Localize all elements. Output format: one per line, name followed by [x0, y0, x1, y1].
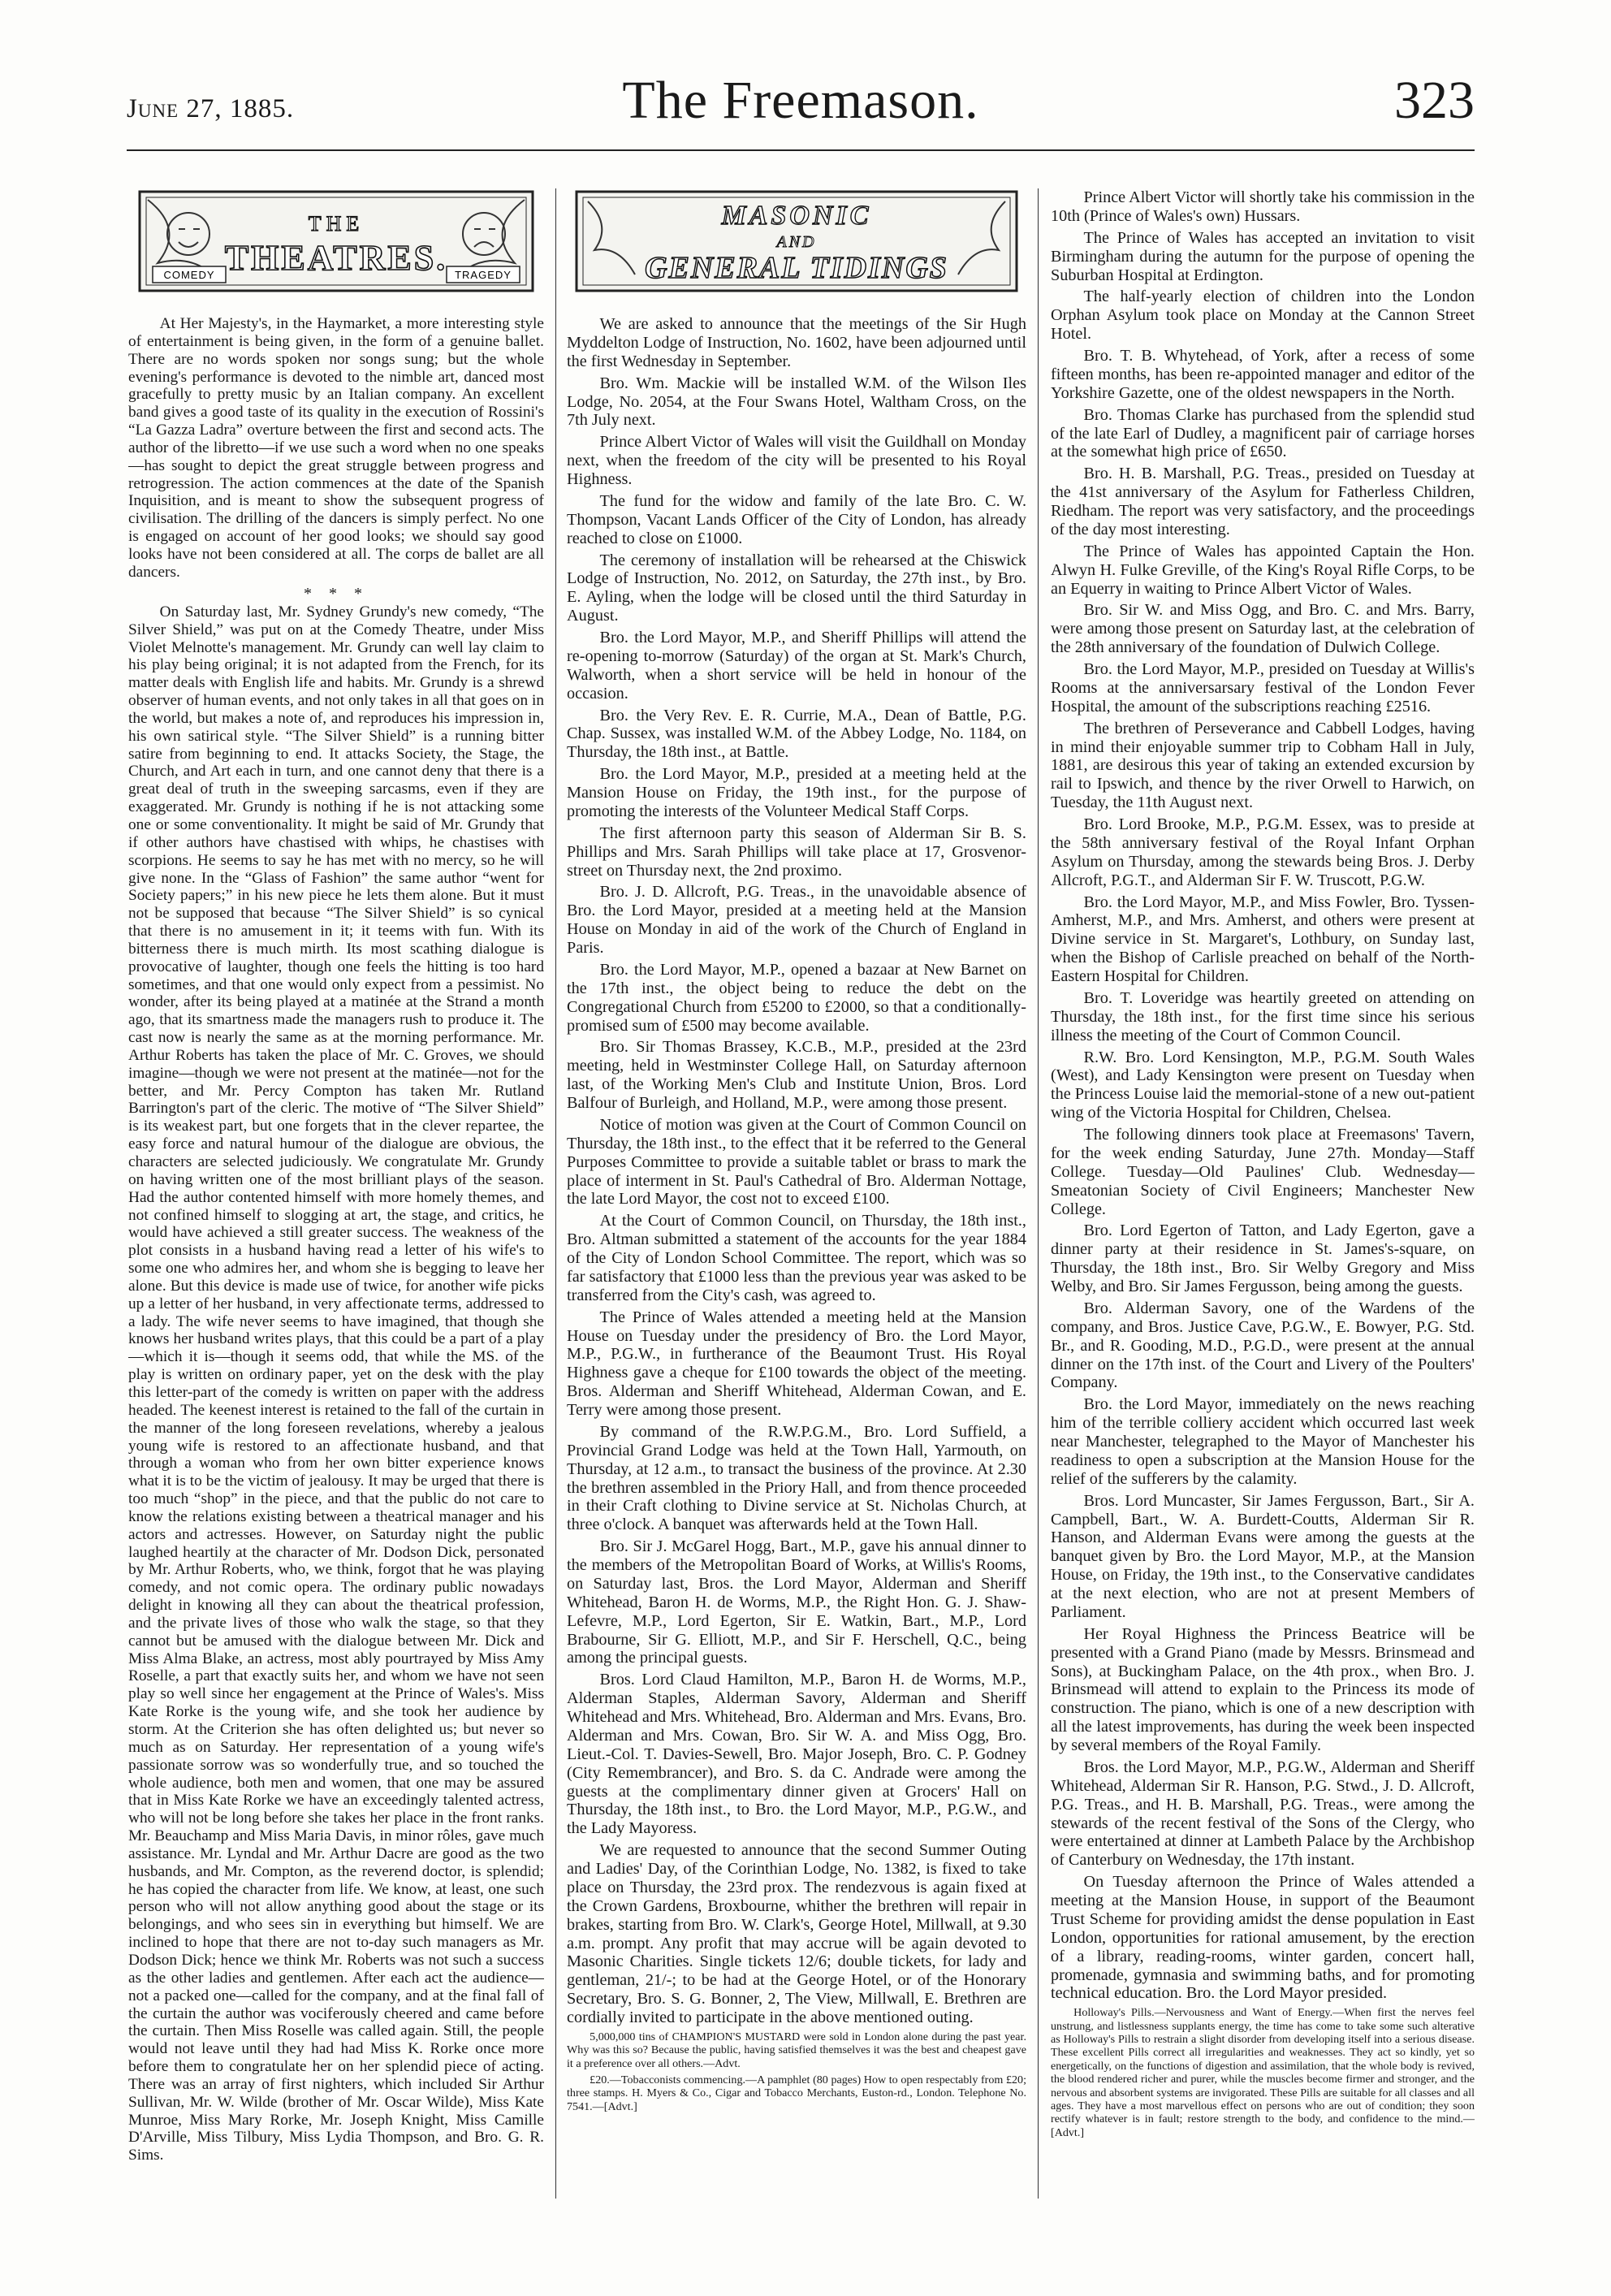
news-paragraph: 5,000,000 tins of CHAMPION'S MUSTARD were sold in London alone during the past year. Why was this so? Because the public, having satisfied themselves it was the best and cheapest gave it a preference over all others.—Advt.: [567, 2030, 1026, 2070]
masthead: [127, 65, 1475, 138]
news-paragraph: Bro. T. Loveridge was heartily greeted on attending on Thursday, the 18th inst., for the first time since his serious illness the meeting of the Court of Common Council.: [1051, 988, 1475, 1044]
news-paragraph: Bro. the Lord Mayor, M.P., presided on Tuesday at Willis's Rooms at the anniversarsary festival of the London Fever Hospital, the amount of the subscriptions reaching £2516.: [1051, 660, 1475, 716]
tidings-banner: [567, 188, 1026, 294]
banner-the: THE: [308, 212, 365, 236]
news-paragraph: By command of the R.W.P.G.M., Bro. Lord Suffield, a Provincial Grand Lodge was held at the Town Hall, Yarmouth, on Thursday, at 12 a.m., to transact the business of the province. At 2.30 the brethren assembled in the Priory Hall, and from thence proceeded in their Craft clothing to Divine service at St. Nicholas Church, at three o'clock. A banquet was afterwards held at the Town Hall.: [567, 1422, 1026, 1534]
banner-theatres: THEATRES.: [224, 238, 448, 278]
banner-and: AND: [776, 233, 817, 251]
news-paragraph: Bro. Lord Brooke, M.P., P.G.M. Essex, was to preside at the 58th anniversary festival of the Royal Infant Orphan Asylum on Thursday, among the stewards being Bros. J. Derby Allcroft, P.G.T., and Alderman Sir F. W. Truscott, P.G.W.: [1051, 815, 1475, 889]
news-paragraph: On Tuesday afternoon the Prince of Wales attended a meeting at the Mansion House, in support of the Beaumont Trust Scheme for providing amidst the dense population in East London, opportunities for rational amusement, by the erection of a library, reading-rooms, winter garden, concert hall, promenade, gymnasia and swimming baths, and for promoting technical education. Bro. the Lord Mayor presided.: [1051, 1873, 1475, 2003]
column-news: [1051, 188, 1475, 2199]
news-paragraph: Bro. Lord Egerton of Tatton, and Lady Egerton, gave a dinner party at their residence in St. James's-square, on Thursday, the 18th inst., Bro. Sir Welby Gregory and Miss Welby, and Bro. Sir James Fergusson, being among the guests.: [1051, 1222, 1475, 1295]
news-paragraph: Bro. Thomas Clarke has purchased from the splendid stud of the late Earl of Dudley, a magnificent pair of carriage horses at the somewhat high price of £650.: [1051, 405, 1475, 461]
news-paragraph: Bro. the Very Rev. E. R. Currie, M.A., Dean of Battle, P.G. Chap. Sussex, was installed W.M. of the Abbey Lodge, No. 1184, on Thursday, the 18th inst., at Battle.: [567, 706, 1026, 762]
article-paragraph: At Her Majesty's, in the Haymarket, a more interesting style of entertainment is being given, in the form of a genuine ballet. There are no words spoken nor songs sung; but the whole evening's performance is devoted to the nimble art, danced most gracefully to pretty music by an Italian company. An excellent band gives a good taste of its quality in the execution of Rossini's “La Gazza Ladra” overture between the first and second acts. The author of the libretto—if we use such a word when no one speaks—has sought to depict the great struggle between progress and retrogression. The action commences at the date of the Spanish Inquisition, and is meant to show the subsequent progress of civilisation. The drilling of the dancers is simply perfect. No one is engaged on account of her good looks; we should say good looks have not been considered at all. The corps de ballet are all dancers.: [128, 315, 544, 581]
tragedy-label: TRAGEDY: [455, 269, 512, 281]
tidings-banner-art: [567, 188, 1026, 294]
tidings-body: [567, 315, 1026, 2113]
news-paragraph: Bro. T. B. Whytehead, of York, after a recess of some fifteen months, has been re-appointed manager and editor of the Yorkshire Gazette, one of the oldest newspapers in the North.: [1051, 347, 1475, 402]
news-paragraph: Bro. Alderman Savory, one of the Wardens of the company, and Bros. Justice Cave, P.G.W., E. Bowyer, P.G. Std. Br., and R. Gooding, M.D., P.G.D., were present at the annual dinner on the 17th inst. of the Court and Livery of the Poulters' Company.: [1051, 1299, 1475, 1392]
news-paragraph: Bro. Wm. Mackie will be installed W.M. of the Wilson Iles Lodge, No. 2054, at the Four Swans Hotel, Waltham Cross, on the 7th July next.: [567, 374, 1026, 430]
news-paragraph: Bro. Sir J. McGarel Hogg, Bart., M.P., gave his annual dinner to the members of the Metropolitan Board of Works, at Willis's Rooms, on Saturday last, Bros. the Lord Mayor, Alderman and Sheriff Whitehead, Baron H. de Worms, M.P., the Right Hon. G. J. Shaw-Lefevre, M.P., Lord Egerton, Sir E. Watkin, Bart., M.P., Lord Brabourne, Sir G. Elliott, M.P., and Sir F. Herschell, Q.C., being among the principal guests.: [567, 1537, 1026, 1667]
news-paragraph: The fund for the widow and family of the late Bro. C. W. Thompson, Vacant Lands Officer of the City of London, has already reached to close on £1000.: [567, 491, 1026, 547]
theatres-banner: [128, 188, 544, 294]
news-paragraph: Bro. Sir Thomas Brassey, K.C.B., M.P., presided at the 23rd meeting, held in Westminster College Hall, on Saturday afternoon last, of the Working Men's Club and Institute Union, Bros. Lord Balfour of Burleigh, and Holland, M.P., were among those present.: [567, 1038, 1026, 1112]
news-paragraph: The Prince of Wales has accepted an invitation to visit Birmingham during the autumn for the purpose of opening the Suburban Hospital at Erdington.: [1051, 228, 1475, 284]
issue-date: June 27, 1885.: [127, 94, 295, 123]
advertisement: Holloway's Pills.—Nervousness and Want of Energy.—When first the nerves feel unstrung, and listlessness supplants energy, the time has come to take some such alterative as Holloway's Pills to restrain a slight disorder from developing itself into a serious disease. These excellent Pills correct all irregularities and weaknesses. They act so kindly, yet so energetically, on the functions of digestion and assimilation, that the whole body is revived, the blood rendered richer and purer, while the muscles become firmer and stronger, and the nervous and absorbent systems are invigorated. These Pills are suitable for all classes and all ages. They have a most marvellous effect on persons who are out of condition; they soon rectify whatever is in fault; restore strength to the body, and confidence to the mind.—[Advt.]: [1051, 2006, 1475, 2139]
news-paragraph: The half-yearly election of children into the London Orphan Asylum took place on Monday at the Cannon Street Hotel.: [1051, 288, 1475, 344]
news-paragraph: £20.—Tobacconists commencing.—A pamphlet (80 pages) How to open respectably from £20; three stamps. H. Myers & Co., Cigar and Tobacco Merchants, Euston-rd., London. Telephone No. 7541.—[Advt.]: [567, 2073, 1026, 2113]
article-paragraph: On Saturday last, Mr. Sydney Grundy's new comedy, “The Silver Shield,” was put on at the Comedy Theatre, under Miss Violet Melnotte's management. Mr. Grundy can well lay claim to his play being original; it is not adapted from the French, for its matter deals with English life and habits. Mr. Grundy is a shrewd observer of human events, and not only takes in all that goes on in the world, but makes a note of, and reproduces his impression in, his own satirical style. “The Silver Shield” is a running bitter satire from beginning to end. It attacks Society, the Stage, the Church, and Art each in turn, and one cannot deny that there is a great deal of truth in the sweeping sarcasms, even if they are exaggerated. Mr. Grundy is nothing if he is not attacking some one or some conventionality. It might be said of Mr. Grundy that if other authors have chastised with whips, he chastises with scorpions. He seems to say he has met with no mercy, so he will give none. In the “Glass of Fashion” the same author “went for Society papers;” in his new piece he lets them alone. But it must not be supposed that because “The Silver Shield” is so cynical that there is no amusement in it; it teems with fun. With its bitterness there is much mirth. Its most scathing dialogue is provocative of laughter, though one feels the hitting is too hard sometimes, and that one would only expect from a pessimist. No wonder, after its being played at a matinée at the Strand a month ago, that its smartness made the managers rush to produce it. The cast now is nearly the same as at the morning performance. Mr. Arthur Roberts has taken the place of Mr. C. Groves, we should imagine—though we were not present at the matinée—not for the better, and Mr. Percy Compton has taken Mr. Rutland Barrington's part of the cleric. The motive of “The Silver Shield” is its weakest part, but one forgets that in the clever repartee, the easy force and natural humour of the dialogue are obvious, the characters are selected judiciously. We congratulate Mr. Grundy on having written one of the most brilliant plays of the season. Had the author contented himself with more homely themes, and not confined himself to slogging at art, the stage, and critics, he would have achieved a still greater success. The weakness of the plot consists in a husband having read a letter of his wife's to some one who admires her, and whom she is begging to leave her alone. But this device is made use of twice, for another wife picks up a letter of her husband, in very affectionate terms, addressed to a lady. The wife never seems to have imagined, that though she knows her husband writes plays, that this could be a part of a play—which it is—though it seems odd, that while the MS. of the play is written on ordinary paper, yet on the desk with the play this letter-part of the comedy is written on paper with the address headed. The keenest interest is retained to the fall of the curtain in the manner of the long foreseen revelations, whereby a jealous young wife is restored to an affectionate husband, and that through a woman who from her own bitter experience knows what it is to be the victim of jealousy. It may be urged that there is too much “shop” in the piece, and that the public do not care to know the relations existing between a theatrical manager and his actors and actresses. However, on Saturday night the public laughed heartily at the character of Mr. Dodson Dick, personated by Mr. Arthur Roberts, who, we think, forgot that he was playing comedy, and not comic opera. The ordinary public nowadays delight in knowing all they can about the theatrical profession, and the private lives of those who walk the stage, so that they cannot but be amused with the dialogue between Mr. Dick and Miss Alma Blake, an actress, most ably pourtrayed by Miss Amy Roselle, a part that exactly suits her, and whom we have not seen play so well since her engagement at the Prince of Wales's. Miss Kate Rorke is the young wife, and she took her audience by storm. At the Criterion she has often delighted us; but never so much as on Saturday. Her representation of a young wife's passionate sorrow was so wonderfully true, and so touched the whole audience, both men and women, that one may be assured that in Miss Kate Rorke we have an exceedingly talented actress, who will not be long before she takes her place in the front ranks. Mr. Beauchamp and Miss Maria Davis, in minor rôles, gave much assistance. Mr. Lyndal and Mr. Arthur Dacre are good as the two husbands, and Mr. Compton, as the reverend doctor, is splendid; he has copied the character from life. We know, at least, one such person who will not allow anything good about the stage or its belongings, and who sees sin in everything but himself. We are inclined to hope that there are not to-day such managers as Mr. Dodson Dick; hence we think Mr. Roberts was not such a success as the other ladies and gentlemen. After each act the audience—not a packed one—called for the company, and at the final fall of the curtain the author was vociferously cheered and came before the curtain. Then Miss Roselle was called again. Still, the people would not leave until they had had Miss K. Rorke once more before them to congratulate her on her splendid piece of acting. There was an array of first nighters, which included Sir Arthur Sullivan, Mr. W. Wilde (brother of Mr. Oscar Wilde), Miss Kate Munroe, Miss Mary Rorke, Mr. Joseph Knight, Miss Camille D'Arville, Miss Tilbury, Miss Lydia Thompson, and Bro. G. R. Sims.: [128, 603, 544, 2164]
news-paragraph: At the Court of Common Council, on Thursday, the 18th inst., Bro. Altman submitted a statement of the accounts for the year 1884 of the City of London School Committee. The report, which was so far satisfactory that £1000 less than the previous year was asked to be transferred from the City's cash, was agreed to.: [567, 1212, 1026, 1304]
column-theatres: [128, 188, 544, 2199]
news-paragraph: The first afternoon party this season of Alderman Sir B. S. Phillips and Mrs. Sarah Phillips will take place at 17, Grosvenor-street on Thursday next, the 2nd proximo.: [567, 824, 1026, 880]
news-paragraph: The Prince of Wales has appointed Captain the Hon. Alwyn H. Fulke Greville, of the King's Royal Rifle Corps, to be an Equerry in waiting to Prince Albert Victor of Wales.: [1051, 542, 1475, 598]
news-paragraph: Bro. the Lord Mayor, M.P., opened a bazaar at New Barnet on the 17th inst., the object being to reduce the debt on the Congregational Church from £5200 to £2000, so that a conditionally-promised sum of £500 may become available.: [567, 960, 1026, 1035]
masthead-rule: [127, 149, 1475, 151]
newspaper-title: The Freemason.: [622, 71, 979, 130]
column-masonic-tidings: [567, 188, 1026, 2199]
news-body: [1051, 188, 1475, 2139]
news-paragraph: The Prince of Wales attended a meeting held at the Mansion House on Tuesday under the presidency of Bro. the Lord Mayor, M.P., P.G.W., in furtherance of the Beaumont Trust. His Royal Highness gave a cheque for £100 towards the object of the meeting. Bros. Alderman and Sheriff Whitehead, Alderman Cowan, and E. Terry were among those present.: [567, 1308, 1026, 1419]
news-paragraph: Prince Albert Victor of Wales will visit the Guildhall on Monday next, when the freedom of the city will be presented to his Royal Highness.: [567, 433, 1026, 488]
column-rule: [1038, 188, 1039, 2199]
news-paragraph: The ceremony of installation will be rehearsed at the Chiswick Lodge of Instruction, No. 2012, on Saturday, the 27th inst., by Bro. E. Ayling, when the lodge will be closed until the third Saturday in August.: [567, 551, 1026, 625]
banner-masonic: MASONIC: [721, 201, 872, 231]
page-number: 323: [1394, 71, 1475, 130]
news-paragraph: Bro. the Lord Mayor, immediately on the news reaching him of the terrible colliery accident which occurred last week near Manchester, telegraphed to the Mayor of Manchester his readiness to open a subscription at the Mansion House for the relief of the sufferers by the calamity.: [1051, 1395, 1475, 1488]
news-paragraph: Bro. J. D. Allcroft, P.G. Treas., in the unavoidable absence of Bro. the Lord Mayor, presided at a meeting held at the Mansion House on Monday in aid of the work of the Church of England in Paris.: [567, 883, 1026, 957]
column-rule: [555, 188, 556, 2199]
news-paragraph: Bros. Lord Muncaster, Sir James Fergusson, Bart., Sir A. Campbell, Bart., W. A. Burdett-Coutts, Alderman Sir R. Hanson, and Alderman Evans were among the guests at the banquet given by Bro. the Lord Mayor, M.P., at the Mansion House, on Friday, the 19th inst., to the Conservative candidates at the next election, who are not at present Members of Parliament.: [1051, 1491, 1475, 1621]
theatres-banner-art: [128, 188, 544, 294]
news-paragraph: The following dinners took place at Freemasons' Tavern, for the week ending Saturday, June 27th. Monday—Staff College. Tuesday—Old Paulines' Club. Wednesday—Smeatonian Society of Civil Engineers; Manchester New College.: [1051, 1126, 1475, 1218]
news-paragraph: Bro. Sir W. and Miss Ogg, and Bro. C. and Mrs. Barry, were among those present on Saturday last, at the celebration of the 28th anniversary of the foundation of Dulwich College.: [1051, 601, 1475, 657]
news-paragraph: Prince Albert Victor will shortly take his commission in the 10th (Prince of Wales's own) Hussars.: [1051, 188, 1475, 225]
news-paragraph: Bros. the Lord Mayor, M.P., P.G.W., Alderman and Sheriff Whitehead, Alderman Sir R. Hanson, P.G. Stwd., J. D. Allcroft, P.G. Treas., and H. B. Marshall, P.G. Treas., were among the stewards of the recent festival of the Sons of the Clergy, who were entertained at dinner at Lambeth Palace by the Archbishop of Canterbury on Wednesday, the 17th instant.: [1051, 1758, 1475, 1870]
news-paragraph: Bro. the Lord Mayor, M.P., and Sheriff Phillips will attend the re-opening to-morrow (Saturday) of the organ at St. Mark's Church, Walworth, when a short service will be held in honour of the occasion.: [567, 629, 1026, 703]
news-paragraph: Her Royal Highness the Princess Beatrice will be presented with a Grand Piano (made by Messrs. Brinsmead and Sons), at Buckingham Palace, on the 4th prox., when Bro. J. Brinsmead will attend to explain to the Princess its mode of construction. The piano, which is one of a new description with all the latest improvements, has during the week been inspected by several members of the Royal Family.: [1051, 1624, 1475, 1754]
comedy-label: COMEDY: [163, 269, 215, 281]
news-paragraph: We are requested to announce that the second Summer Outing and Ladies' Day, of the Corinthian Lodge, No. 1382, is fixed to take place on Thursday, the 23rd prox. The rendezvous is again fixed at the Crown Gardens, Broxbourne, whither the brethren will repair in brakes, starting from Bro. W. Clark's, George Hotel, Millwall, at 9.30 a.m. prompt. Any profit that may accrue will be again devoted to Masonic Charities. Single tickets 12/6; double tickets, for lady and gentleman, 21/-; to be had at the George Hotel, or of the Honorary Secretary, Bro. S. G. Bonner, 2, The View, Millwall, E. Brethren are cordially invited to participate in the above mentioned outing.: [567, 1841, 1026, 2026]
news-paragraph: Notice of motion was given at the Court of Common Council on Thursday, the 18th inst., to the effect that it be referred to the General Purposes Committee to provide a suitable tablet or brass to mark the place of interment in St. Paul's Cathedral of Bro. Alderman Nottage, the late Lord Mayor, the cost not to exceed £100.: [567, 1115, 1026, 1209]
news-paragraph: Bro. the Lord Mayor, M.P., and Miss Fowler, Bro. Tyssen-Amherst, M.P., and Mrs. Amherst, and others were present at Divine service in St. Margaret's, Lothbury, on Sunday last, when the Bishop of Carlisle preached on behalf of the North-Eastern Hospital for Children.: [1051, 893, 1475, 985]
news-paragraph: R.W. Bro. Lord Kensington, M.P., P.G.M. South Wales (West), and Lady Kensington were present on Tuesday when the Princess Louise laid the memorial-stone of a new out-patient wing of the Victoria Hospital for Children, Chelsea.: [1051, 1048, 1475, 1122]
banner-general-tidings: GENERAL TIDINGS: [645, 251, 948, 285]
news-paragraph: Bro. H. B. Marshall, P.G. Treas., presided on Tuesday at the 41st anniversary of the Asylum for Fatherless Children, Riedham. The report was very satisfactory, and the proceedings of the day most interesting.: [1051, 465, 1475, 538]
news-paragraph: The brethren of Perseverance and Cabbell Lodges, having in mind their enjoyable summer trip to Cobham Hall in July, 1881, are desirous this year of taking an extended excursion by rail to Ipswich, and thence by the river Orwell to Harwich, on Tuesday, the 11th August next.: [1051, 719, 1475, 812]
news-paragraph: Bro. the Lord Mayor, M.P., presided at a meeting held at the Mansion House on Friday, the 19th inst., for the purpose of promoting the interests of the Volunteer Medical Staff Corps.: [567, 765, 1026, 820]
news-paragraph: We are asked to announce that the meetings of the Sir Hugh Myddelton Lodge of Instruction, No. 1602, have been adjourned until the first Wednesday in September.: [567, 315, 1026, 370]
news-paragraph: Bros. Lord Claud Hamilton, M.P., Baron H. de Worms, M.P., Alderman Staples, Alderman Savory, Alderman and Sheriff Whitehead and Mrs. Whitehead, Bro. Alderman and Mrs. Evans, Bro. Alderman and Mrs. Cowan, Bro. Sir W. A. and Miss Ogg, Bro. Lieut.-Col. T. Davies-Sewell, Bro. Major Joseph, Bro. C. P. Godney (City Remembrancer), and Bro. S. da C. Andrade were among the guests at the complimentary dinner given at Grocers' Hall on Thursday, the 18th inst., to Bro. the Lord Mayor, M.P., P.G.W., and the Lady Mayoress.: [567, 1671, 1026, 1838]
section-divider: * * *: [304, 584, 369, 603]
